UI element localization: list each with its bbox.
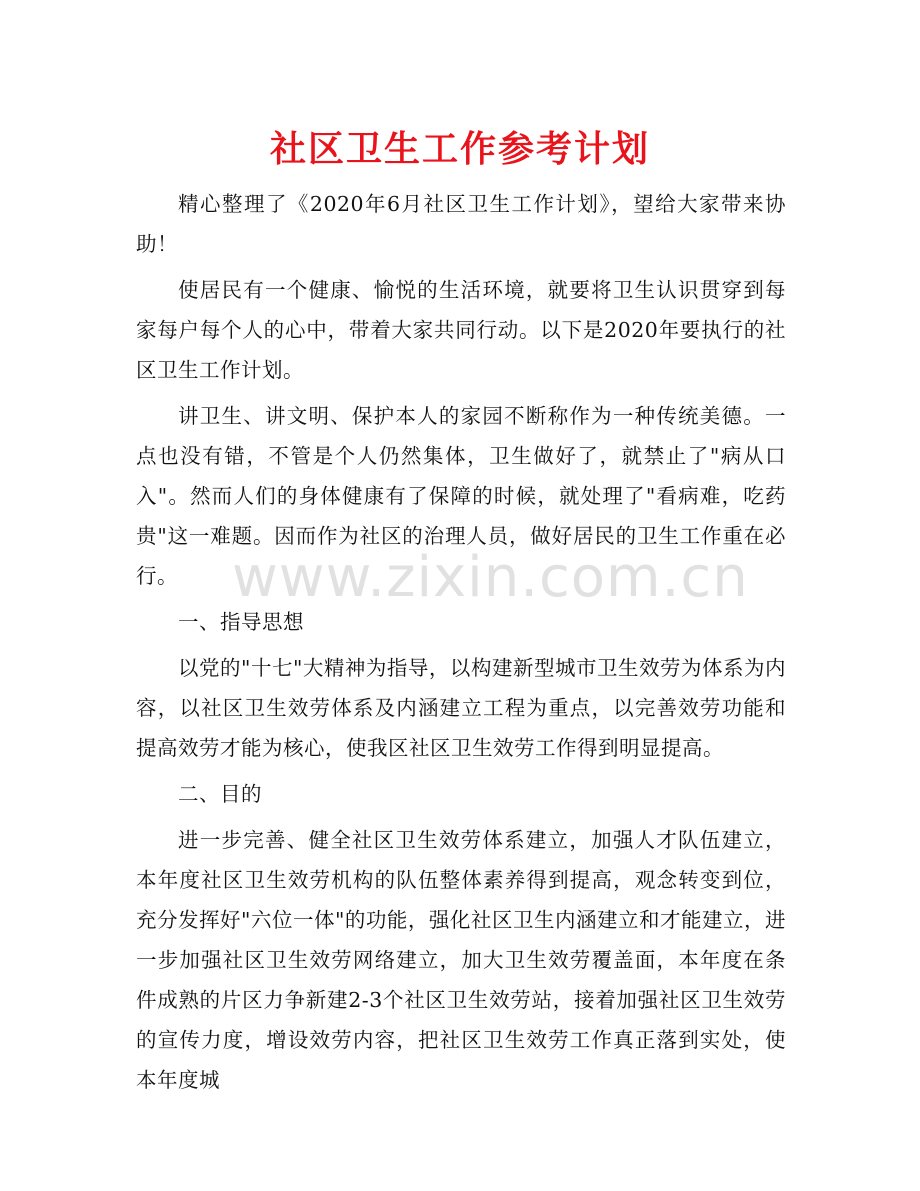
watermark-text: www.zixin.com.cn (232, 545, 749, 610)
document-title: 社区卫生工作参考计划 (269, 129, 650, 170)
paragraph-objectives: 进一步完善、健全社区卫生效劳体系建立，加强人才队伍建立，本年度社区卫生效劳机构的队伍整体素养得到提高，观念转变到位，充分发挥好"六位一体"的功能，强化社区卫生内涵建立和才能建立，进一步加强社区卫生效劳网络建立，加大卫生效劳覆盖面，本年度在条件成熟的片区力争新建2-3个社区卫生效劳站，接着加强社区卫生效劳的宣传力度，增设效劳内容，把社区卫生效劳工作真正落到实处，使本年度城 (136, 828, 786, 1092)
section-heading-guiding-ideology: 一、指导思想 (178, 610, 305, 634)
paragraph-background: 讲卫生、讲文明、保护本人的家园不断称作为一种传统美德。一点也没有错，不管是个人仍然集体，卫生做好了，就禁止了"病从口入"。然而人们的身体健康有了保障的时候，就处理了"看病难，吃药贵"这一难题。因而作为社区的治理人员，做好居民的卫生工作重在必行。 (136, 404, 786, 588)
paragraph-purpose: 使居民有一个健康、愉悦的生活环境，就要将卫生认识贯穿到每家每户每个人的心中，带着大家共同行动。以下是2020年要执行的社区卫生工作计划。 (136, 278, 786, 382)
paragraph-guiding-ideology: 以党的"十七"大精神为指导，以构建新型城市卫生效劳为体系为内容，以社区卫生效劳体系及内涵建立工程为重点，以完善效劳功能和提高效劳才能为核心，使我区社区卫生效劳工作得到明显提高。 (136, 656, 786, 760)
paragraph-intro: 精心整理了《2020年6月社区卫生工作计划》，望给大家带来协助！ (136, 192, 786, 256)
section-heading-objectives: 二、目的 (178, 782, 263, 806)
document-body (136, 184, 786, 1106)
